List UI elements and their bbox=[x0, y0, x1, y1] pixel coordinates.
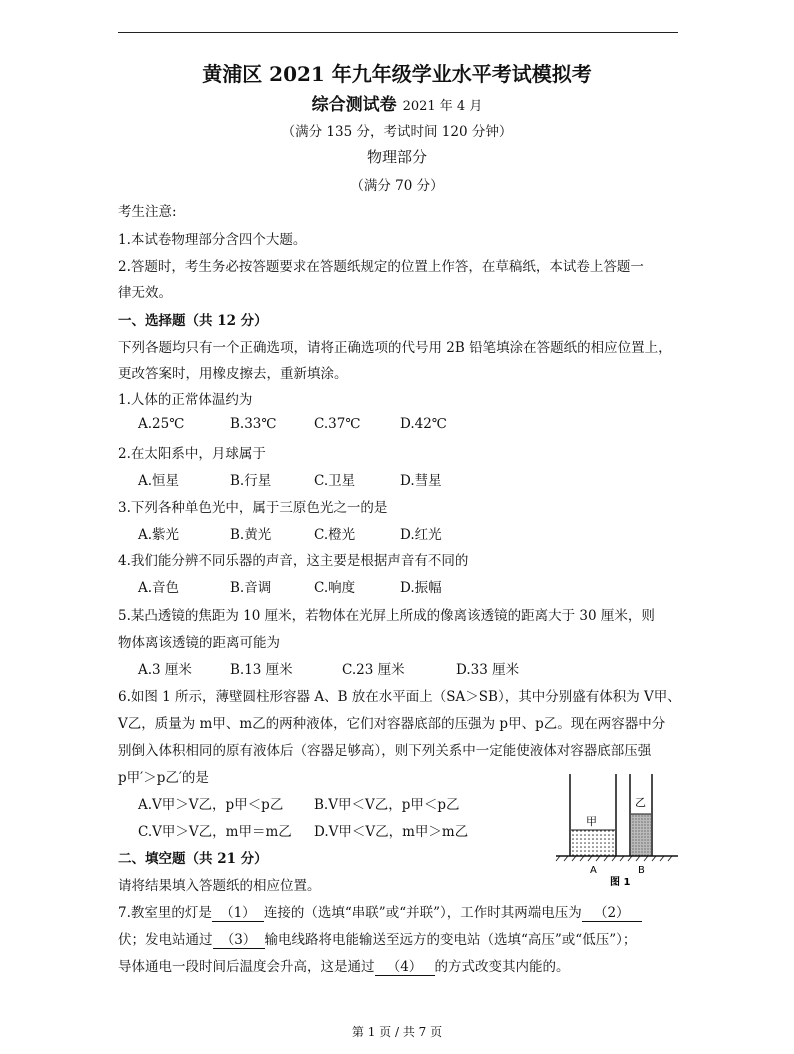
q4-stem: 4.我们能分辨不同乐器的声音，这主要是根据声音有不同的 bbox=[118, 553, 469, 569]
q6-option-c: C.V甲＞V乙，m甲＝m乙 bbox=[138, 824, 292, 840]
q2-option-d: D.彗星 bbox=[400, 473, 442, 489]
q2-option-a: A.恒星 bbox=[138, 473, 180, 489]
q7-text-5: 导体通电一段时间后温度会升高，这是通过 bbox=[118, 959, 375, 975]
top-rule bbox=[118, 32, 678, 33]
q7-blank-3: （3） bbox=[213, 928, 265, 949]
q1-option-d: D.42℃ bbox=[400, 416, 447, 432]
notice-item-2b: 律无效。 bbox=[118, 285, 172, 301]
q6-options-row2 bbox=[138, 820, 578, 840]
exam-title: 黄浦区 2021 年九年级学业水平考试模拟考 bbox=[202, 62, 592, 86]
q7-blank-1: （1） bbox=[212, 901, 264, 922]
q3-option-b: B.黄光 bbox=[230, 527, 272, 543]
q6-line-4: p甲′＞p乙′的是 bbox=[118, 770, 209, 786]
q7-text-3: 伏；发电站通过 bbox=[118, 932, 213, 948]
q4-option-b: B.音调 bbox=[230, 580, 272, 596]
q5-option-a: A.3 厘米 bbox=[138, 662, 192, 678]
q4-option-a: A.音色 bbox=[138, 580, 180, 596]
part2-instruction: 请将结果填入答题纸的相应位置。 bbox=[118, 878, 321, 894]
q2-stem: 2.在太阳系中，月球属于 bbox=[118, 446, 266, 462]
q7-line-3 bbox=[118, 955, 570, 976]
exam-subtitle bbox=[0, 90, 794, 115]
subtitle-text: 综合测试卷 bbox=[311, 95, 397, 115]
q7-line-2 bbox=[118, 928, 636, 949]
notice-item-1: 1.本试卷物理部分含四个大题。 bbox=[118, 232, 307, 248]
label-jia: 甲 bbox=[586, 815, 597, 828]
q4-option-d: D.振幅 bbox=[400, 580, 442, 596]
q3-stem: 3.下列各种单色光中，属于三原色光之一的是 bbox=[118, 500, 388, 516]
q6-line-1: 6.如图 1 所示，薄壁圆柱形容器 A、B 放在水平面上（SA＞SB），其中分别盛有体积为 V甲、 bbox=[118, 689, 681, 705]
q2-option-c: C.卫星 bbox=[314, 473, 356, 489]
liquid-jia bbox=[571, 830, 615, 856]
section-score: （满分 70 分） bbox=[350, 178, 444, 194]
notice-heading: 考生注意: bbox=[118, 204, 177, 220]
part2-heading: 二、填空题（共 21 分） bbox=[118, 851, 268, 867]
q1-option-b: B.33℃ bbox=[230, 416, 277, 432]
notice-item-2a: 2.答题时，考生务必按答题要求在答题纸规定的位置上作答，在草稿纸，本试卷上答题一 bbox=[118, 259, 644, 275]
q7-blank-2: （2） bbox=[582, 901, 642, 922]
liquid-yi bbox=[631, 814, 651, 856]
q3-option-c: C.橙光 bbox=[314, 527, 356, 543]
figure-caption: 图 1 bbox=[610, 877, 631, 888]
label-a: A bbox=[590, 865, 597, 876]
q6-options-row1 bbox=[138, 793, 578, 813]
q6-option-b: B.V甲＜V乙，p甲＜p乙 bbox=[314, 797, 460, 813]
q4-option-c: C.响度 bbox=[314, 580, 356, 596]
q7-text-6: 的方式改变其内能的。 bbox=[434, 959, 570, 975]
q5-option-b: B.13 厘米 bbox=[230, 662, 293, 678]
q5-stem-a: 5.某凸透镜的焦距为 10 厘米，若物体在光屏上所成的像离该透镜的距离大于 30 厘米，则 bbox=[118, 608, 655, 624]
q7-text-2: 连接的（选填“串联”或“并联”），工作时其两端电压为 bbox=[263, 905, 582, 921]
q7-text-1: 7.教室里的灯是 bbox=[118, 905, 212, 921]
q6-line-3: 别倒入体积相同的原有液体后（容器足够高），则下列关系中一定能使液体对容器底部压强 bbox=[118, 743, 652, 759]
q1-stem: 1.人体的正常体温约为 bbox=[118, 392, 253, 408]
q1-option-c: C.37℃ bbox=[314, 416, 361, 432]
q6-option-a: A.V甲＞V乙，p甲＜p乙 bbox=[138, 797, 284, 813]
q3-option-d: D.红光 bbox=[400, 527, 442, 543]
figure-1 bbox=[548, 770, 688, 890]
label-yi: 乙 bbox=[635, 796, 646, 809]
q5-options bbox=[138, 658, 578, 678]
q7-line-1 bbox=[118, 901, 642, 922]
q2-options bbox=[138, 469, 578, 489]
label-b: B bbox=[638, 865, 645, 876]
q6-line-2: V乙，质量为 m甲、m乙的两种液体，它们对容器底部的压强为 p甲、p乙。现在两容器中分 bbox=[118, 716, 666, 732]
q4-options bbox=[138, 576, 578, 596]
part1-instruction-a: 下列各题均只有一个正确选项，请将正确选项的代号用 2B 铅笔填涂在答题纸的相应位置上， bbox=[118, 340, 672, 356]
total-info: （满分 135 分，考试时间 120 分钟） bbox=[281, 124, 513, 140]
q3-options bbox=[138, 523, 578, 543]
q2-option-b: B.行星 bbox=[230, 473, 272, 489]
subtitle-date: 2021 年 4 月 bbox=[402, 99, 483, 114]
q3-option-a: A.紫光 bbox=[138, 527, 180, 543]
q7-text-4: 输电线路将电能输送至远方的变电站（选填“高压”或“低压”）； bbox=[264, 932, 637, 948]
page-footer: 第 1 页 / 共 7 页 bbox=[351, 1025, 443, 1039]
q5-option-d: D.33 厘米 bbox=[456, 662, 520, 678]
q6-option-d: D.V甲＜V乙，m甲＞m乙 bbox=[314, 824, 469, 840]
part1-instruction-b: 更改答案时，用橡皮擦去，重新填涂。 bbox=[118, 366, 348, 382]
section-title: 物理部分 bbox=[366, 148, 427, 166]
q1-option-a: A.25℃ bbox=[138, 416, 185, 432]
q5-option-c: C.23 厘米 bbox=[342, 662, 405, 678]
q5-stem-b: 物体离该透镜的距离可能为 bbox=[118, 635, 280, 651]
part1-heading: 一、选择题（共 12 分） bbox=[118, 313, 268, 329]
q1-options bbox=[138, 416, 578, 436]
q7-blank-4: （4） bbox=[375, 955, 435, 976]
